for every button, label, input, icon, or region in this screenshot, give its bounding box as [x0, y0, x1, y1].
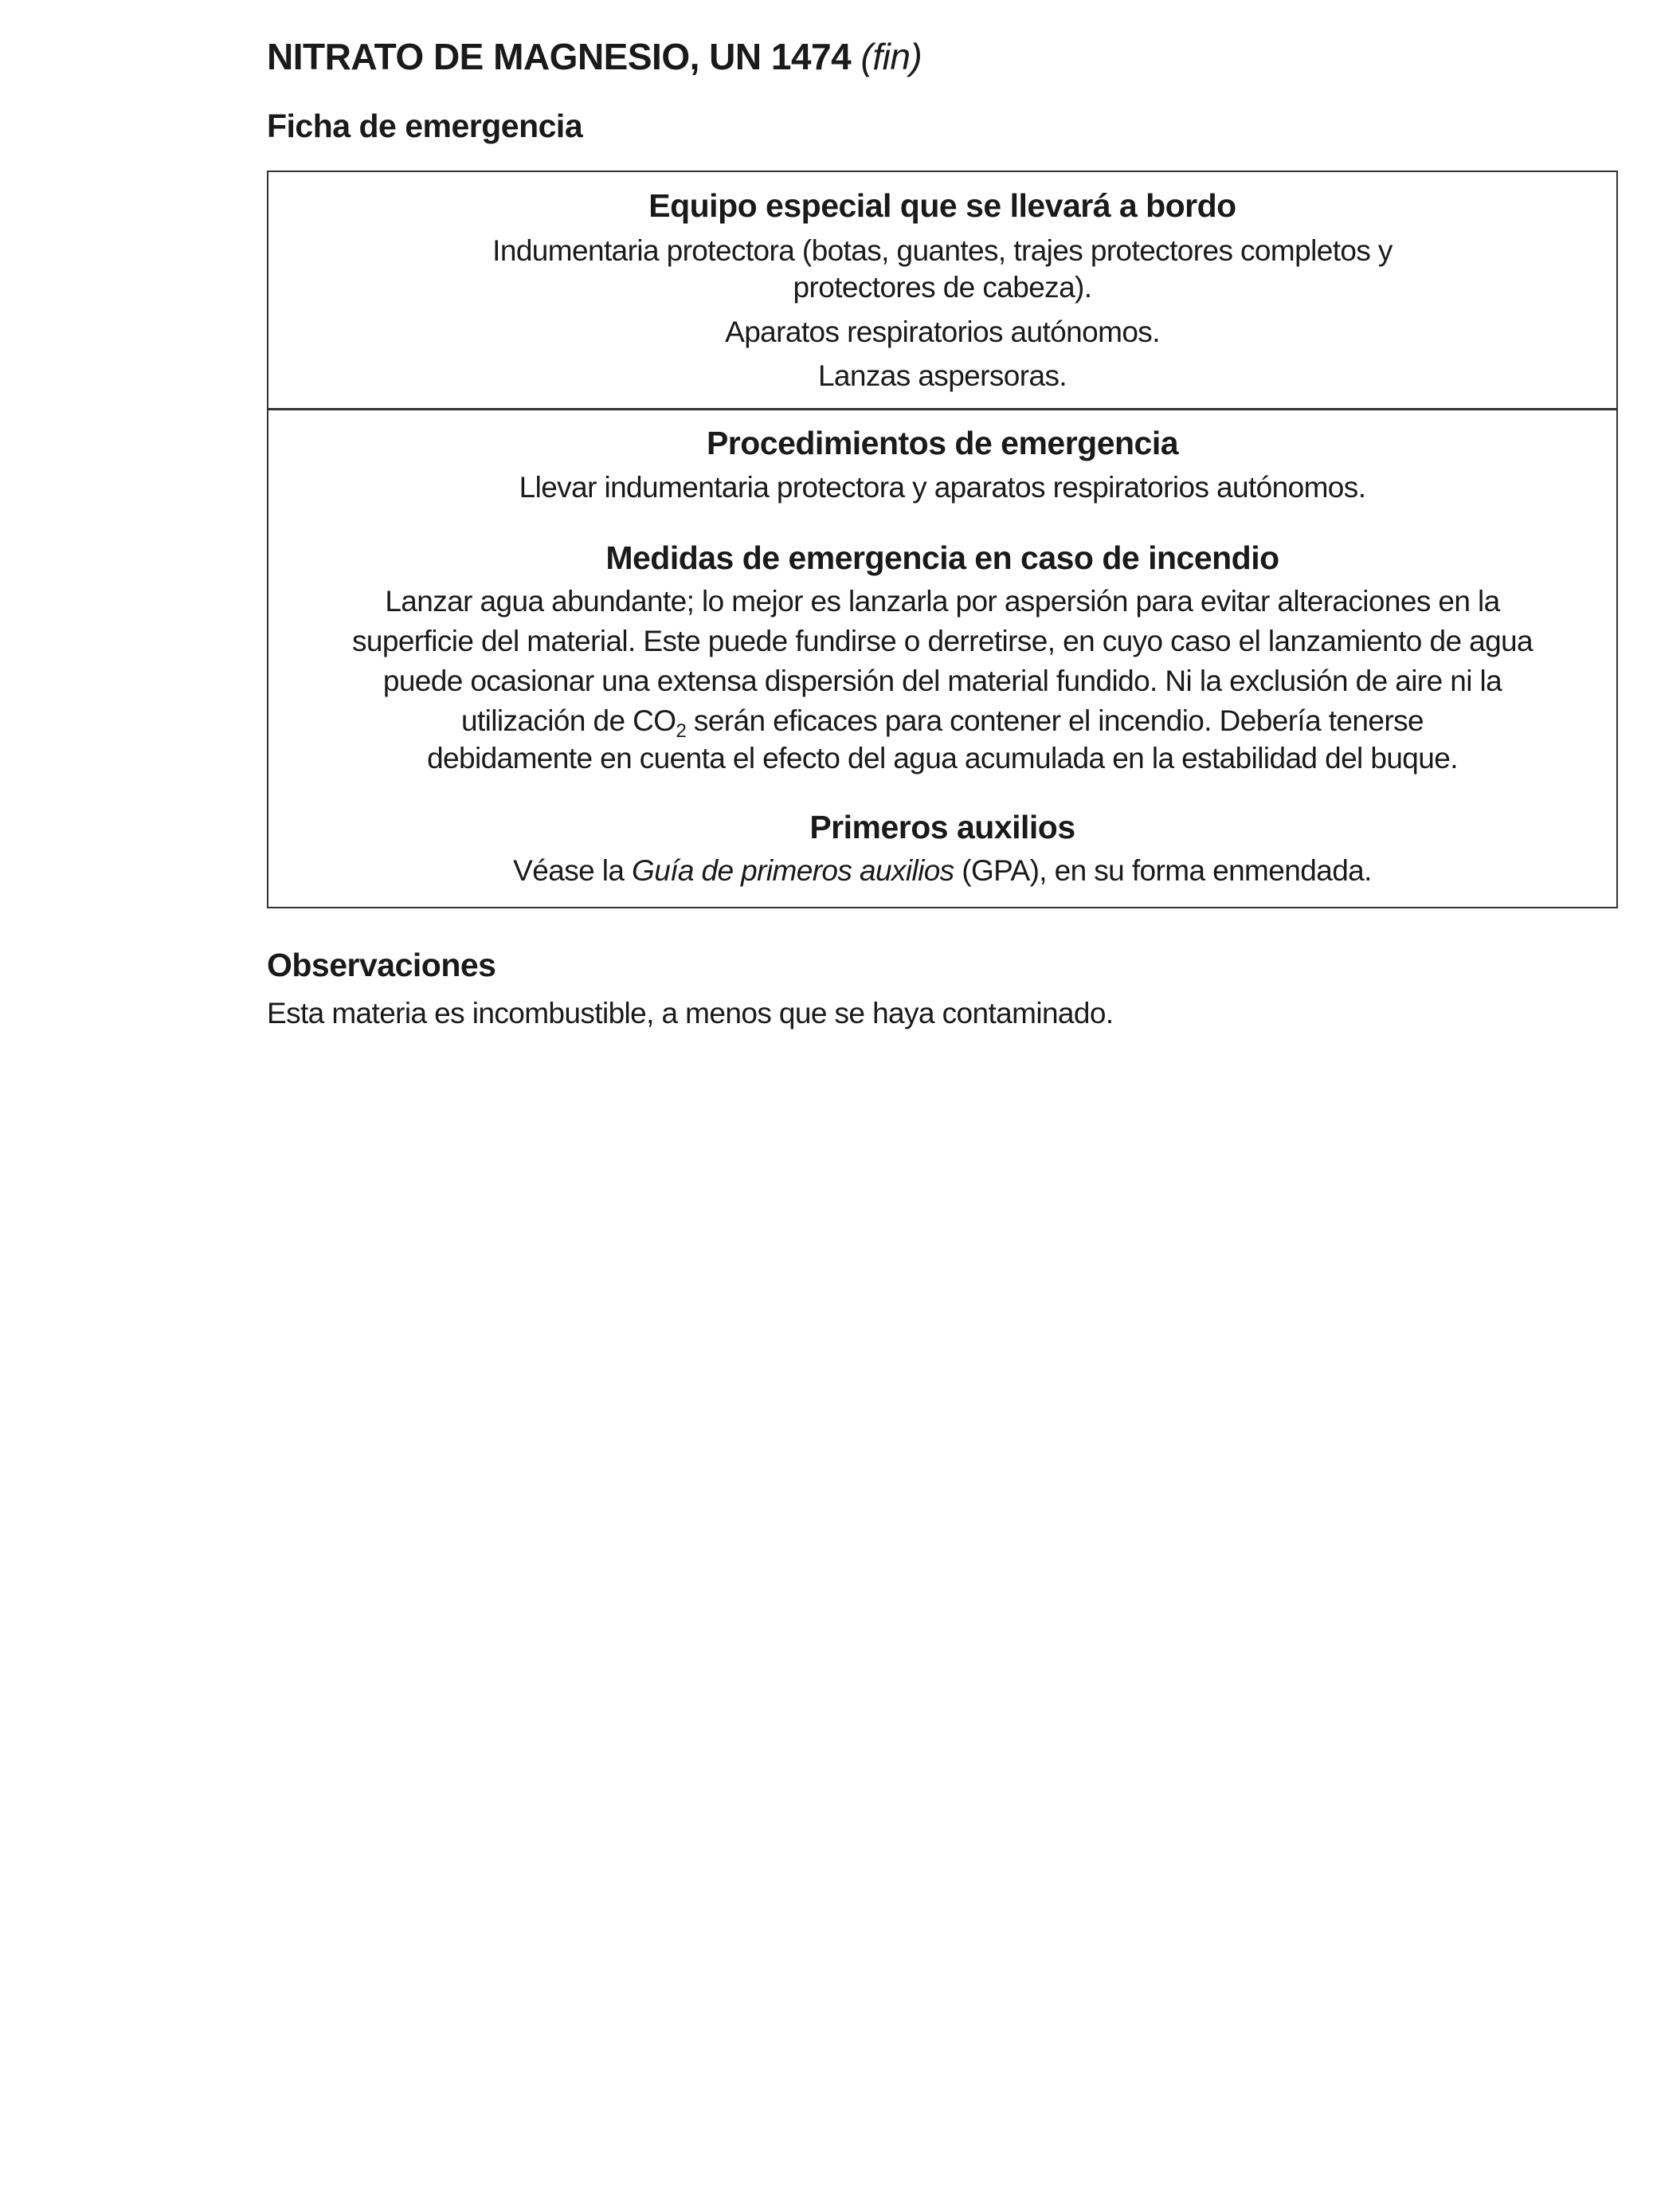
guide-title: Guía de primeros auxilios [632, 854, 954, 887]
equipment-line: Indumentaria protectora (botas, guantes, trajes protectores completos y [492, 234, 1393, 267]
equipment-line: Lanzas aspersoras. [817, 359, 1067, 392]
equipment-heading: Equipo especial que se llevará a bordo [648, 187, 1236, 224]
title-suffix: (fin) [860, 36, 922, 77]
first-aid-heading: Primeros auxilios [809, 809, 1075, 845]
first-aid-post: (GPA), en su forma enmendada. [954, 854, 1372, 887]
title-main: NITRATO DE MAGNESIO, UN 1474 [267, 36, 852, 77]
observations-text: Esta materia es incombustible, a menos que se haya contaminado. [267, 997, 1114, 1030]
observations-heading: Observaciones [267, 947, 496, 983]
box-divider [267, 408, 1618, 410]
subscript: 2 [676, 720, 687, 742]
fire-line: superficie del material. Este puede fundirse o derretirse, en cuyo caso el lanzamiento de agua [351, 625, 1534, 657]
equipment-line: protectores de cabeza). [793, 271, 1092, 304]
page-title [267, 35, 922, 78]
fire-line: Lanzar agua abundante; lo mejor es lanzarla por aspersión para evitar alteraciones en la [385, 585, 1500, 618]
first-aid-text [268, 851, 1616, 891]
procedures-text: Llevar indumentaria protectora y aparatos respiratorios autónomos. [519, 471, 1366, 504]
procedures-heading: Procedimientos de emergencia [706, 425, 1179, 461]
fire-heading: Medidas de emergencia en caso de incendio [605, 539, 1279, 576]
fire-line-text: serán eficaces para contener el incendio. Debería tenerse [686, 704, 1424, 737]
first-aid-pre: Véase la [513, 854, 633, 887]
fire-line: debidamente en cuenta el efecto del agua acumulada en la estabilidad del buque. [427, 742, 1458, 775]
equipment-line: Aparatos respiratorios autónomos. [725, 316, 1160, 348]
section-heading: Ficha de emergencia [267, 108, 583, 144]
fire-line-text: utilización de CO [461, 704, 676, 737]
fire-line: puede ocasionar una extensa dispersión del material fundido. Ni la exclusión de aire ni la [382, 665, 1502, 697]
